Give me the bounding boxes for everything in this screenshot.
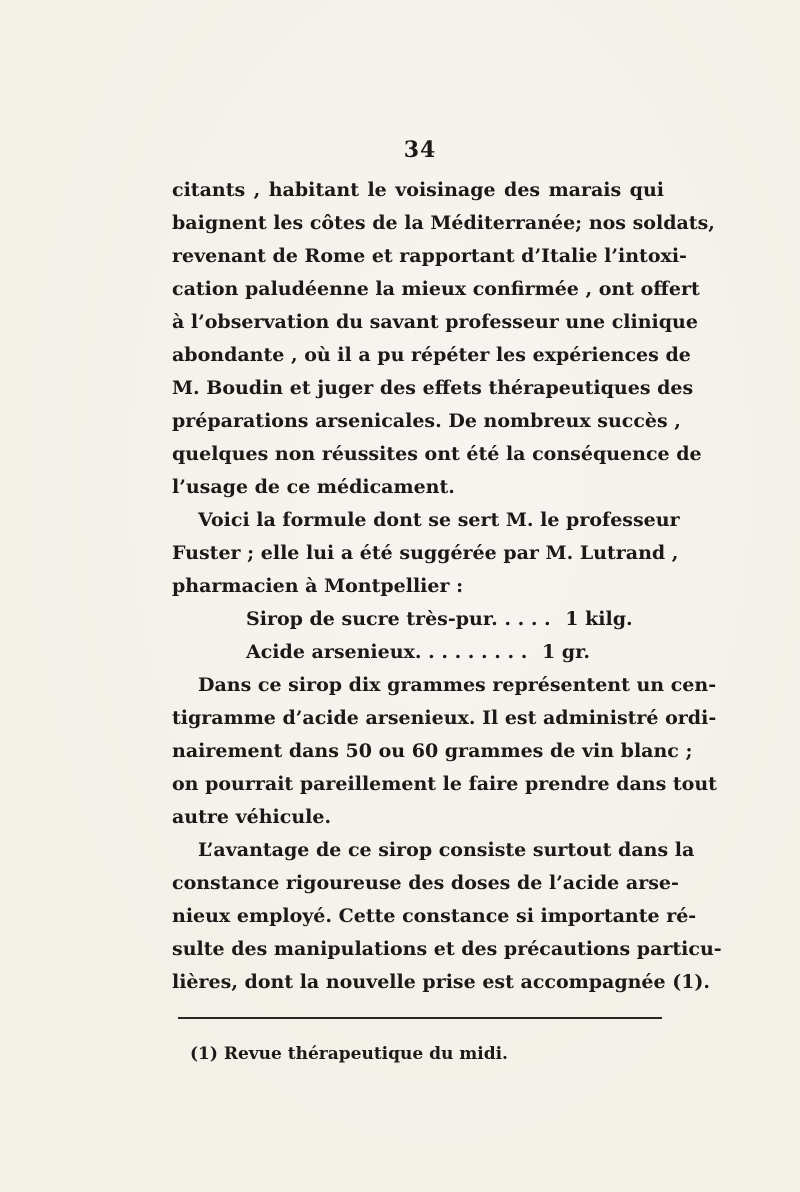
formula-row bbox=[172, 603, 664, 636]
text-line: baignent les côtes de la Méditerranée; nos soldats, bbox=[172, 212, 715, 234]
text-line: revenant de Rome et rapportant d’Italie l’intoxi- bbox=[172, 245, 687, 267]
text-line: quelques non réussites ont été la conséquence de bbox=[172, 443, 702, 465]
formula-ingredient: Sirop de sucre très-pur. . . . . bbox=[246, 608, 551, 630]
text-line: autre véhicule. bbox=[172, 806, 332, 828]
text-line: lières, dont la nouvelle prise est accompagnée (1). bbox=[172, 971, 711, 993]
text-line: nairement dans 50 ou 60 grammes de vin blanc ; bbox=[172, 740, 693, 762]
text-line: Voici la formule dont se sert M. le professeur bbox=[198, 509, 680, 531]
page-number: 34 bbox=[403, 137, 437, 163]
text-line: M. Boudin et juger des effets thérapeutiques des bbox=[172, 377, 694, 399]
text-line: tigramme d’acide arsenieux. Il est administré ordi- bbox=[172, 707, 717, 729]
formula-row bbox=[172, 636, 664, 669]
body-text bbox=[172, 174, 722, 999]
text-line: abondante , où il a pu répéter les expériences de bbox=[172, 344, 691, 366]
text-line: L’avantage de ce sirop consiste surtout dans la bbox=[198, 839, 695, 861]
text-line: nieux employé. Cette constance si importante ré- bbox=[172, 905, 697, 927]
text-line: cation paludéenne la mieux confirmée , ont offert bbox=[172, 278, 700, 300]
footnote-rule bbox=[178, 1017, 662, 1019]
text-line: préparations arsenicales. De nombreux succès , bbox=[172, 410, 681, 432]
text-line: constance rigoureuse des doses de l’acide arse- bbox=[172, 872, 679, 894]
text-line: pharmacien à Montpellier : bbox=[172, 575, 464, 597]
formula-quantity: 1 kilg. bbox=[565, 608, 633, 630]
text-line: Fuster ; elle lui a été suggérée par M. Lutrand , bbox=[172, 542, 679, 564]
footnote: (1) Revue thérapeutique du midi. bbox=[190, 1044, 508, 1064]
text-line: citants , habitant le voisinage des marais qui bbox=[172, 179, 664, 201]
formula-ingredient: Acide arsenieux. . . . . . . . . bbox=[246, 641, 528, 663]
text-line: l’usage de ce médicament. bbox=[172, 476, 455, 498]
text-line: on pourrait pareillement le faire prendre dans tout bbox=[172, 773, 717, 795]
text-line: Dans ce sirop dix grammes représentent un cen- bbox=[198, 674, 717, 696]
formula-quantity: 1 gr. bbox=[541, 641, 590, 663]
text-line: sulte des manipulations et des précautions particu- bbox=[172, 938, 722, 960]
text-line: à l’observation du savant professeur une clinique bbox=[172, 311, 698, 333]
